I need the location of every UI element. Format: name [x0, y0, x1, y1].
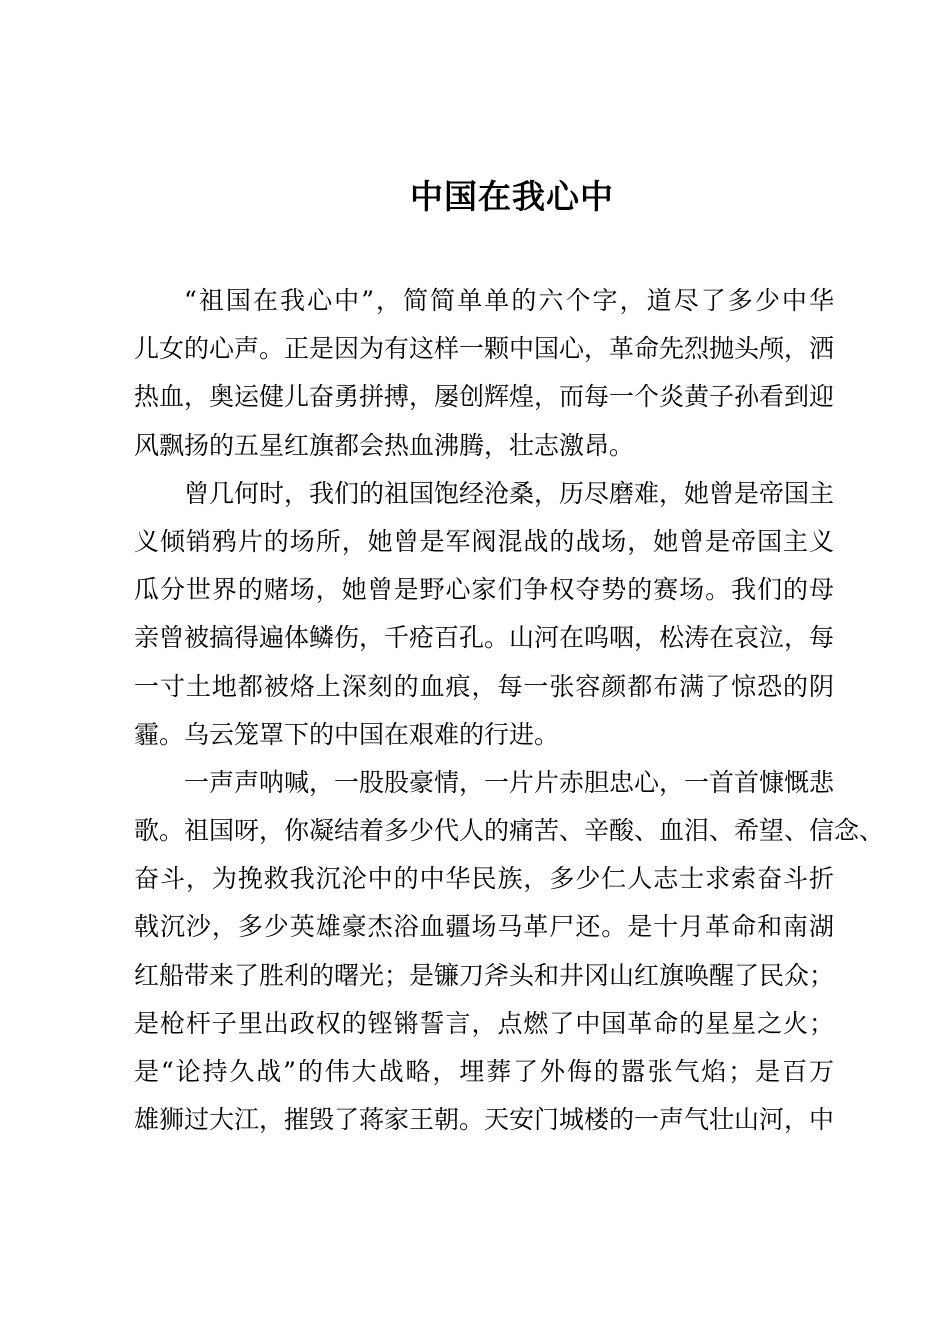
text-line: 儿女的心声。正是因为有这样一颗中国心，革命先烈抛头颅，洒 [134, 334, 835, 364]
text-line: 亲曾被搞得遍体鳞伤，千疮百孔。山河在呜咽，松涛在哀泣，每 [134, 623, 835, 653]
text-line: 是“论持久战”的伟大战略，埋葬了外侮的嚣张气焰；是百万 [134, 1057, 834, 1086]
text-line: 热血，奥运健儿奋勇拼搏，屡创辉煌，而每一个炎黄子孙看到迎 [134, 382, 835, 412]
text-line: 戟沉沙，多少英雄豪杰浴血疆场马革尸还。是十月革命和南湖 [134, 912, 834, 942]
text-line: 是枪杆子里出政权的铿锵誓言，点燃了中国革命的星星之火； [134, 1008, 834, 1038]
paragraph [134, 277, 834, 470]
text-line: 曾几何时，我们的祖国饱经沧桑，历尽磨难，她曾是帝国主 [184, 478, 835, 508]
paragraph [134, 759, 885, 1145]
text-line: 雄狮过大江，摧毁了蒋家王朝。天安门城楼的一声气壮山河，中 [134, 1105, 835, 1135]
text-line: 霾。乌云笼罩下的中国在艰难的行进。 [134, 719, 560, 749]
text-line: 义倾销鸦片的场所，她曾是军阀混战的战场，她曾是帝国主义 [134, 526, 834, 556]
document-body [134, 277, 885, 1144]
document-title: 中国在我心中 [410, 177, 614, 216]
text-line: 风飘扬的五星红旗都会热血沸腾，壮志激昂。 [134, 430, 635, 460]
text-line: 一寸土地都被烙上深刻的血痕，每一张容颜都布满了惊恐的阴 [134, 671, 834, 701]
text-line: 红船带来了胜利的曙光；是镰刀斧头和井冈山红旗唤醒了民众； [134, 960, 835, 990]
text-line: 奋斗，为挽救我沉沦中的中华民族，多少仁人志士求索奋斗折 [134, 864, 834, 894]
text-line: 歌。祖国呀，你凝结着多少代人的痛苦、辛酸、血泪、希望、信念、 [134, 816, 885, 846]
paragraph [134, 470, 834, 759]
text-line: 一声声呐喊，一股股豪情，一片片赤胆忠心，一首首慷慨悲 [184, 767, 835, 797]
text-line: “祖国在我心中”，简简单单的六个字，道尽了多少中华 [184, 286, 834, 315]
text-line: 瓜分世界的赌场，她曾是野心家们争权夺势的赛场。我们的母 [134, 575, 834, 605]
